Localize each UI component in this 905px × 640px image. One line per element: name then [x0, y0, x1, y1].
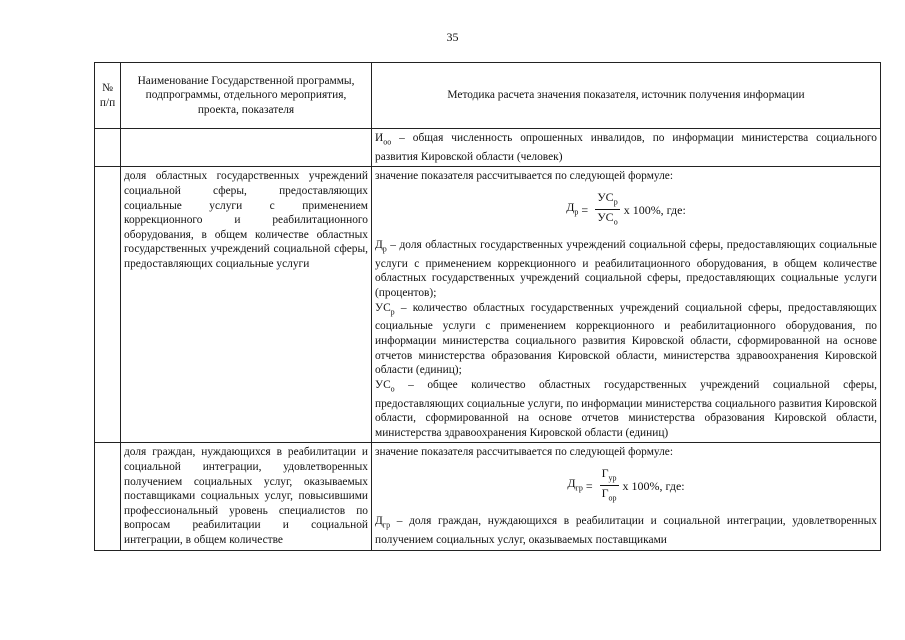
header-name: Наименование Государственной программы, подпрограммы, отдельного мероприятия, проекта, показателя	[121, 63, 372, 129]
table-row	[95, 167, 881, 443]
definition-text: – общая численность опрошенных инвалидов, по информации министерства социального развития Кировской области (человек)	[375, 132, 877, 163]
formula-tail: x 100%, где:	[623, 202, 686, 217]
table-row	[95, 443, 881, 550]
row3-method	[372, 443, 881, 550]
definition: $УС_о$ – общее количество областных государственных учреждений социальной сферы, предоставляющих социальные услуги, по информации министерства социального развития Кировской области, сформированной на основе отчетов министерства образования Кировской области, министерства здравоохранения Кировской области (единиц)	[375, 378, 877, 439]
row3-name: доля граждан, нуждающихся в реабилитации и социальной интеграции, удовлетворенных получением социальных услуг, оказываемых поставщиками социальных услуг, повысившими профессиональный уровень специалистов по вопросам реабилитации и социальной интеграции, в общем количестве	[121, 443, 372, 550]
row2-num	[95, 167, 121, 443]
header-method: Методика расчета значения показателя, источник получения информации	[372, 63, 881, 129]
symbol: И	[375, 132, 384, 144]
table-row	[95, 129, 881, 167]
formula-tail: x 100%, где:	[622, 478, 685, 493]
formula-fraction	[600, 466, 619, 506]
formula	[375, 190, 877, 230]
fraction-numerator: $Г_{ур}$	[600, 466, 619, 486]
equals-sign: =	[578, 202, 592, 217]
formula	[375, 466, 877, 506]
page-number: 35	[446, 30, 459, 44]
row2-method	[372, 167, 881, 443]
row3-num	[95, 443, 121, 550]
definition: $УС_р$ – количество областных государственных учреждений социальной сферы, предоставляющих социальные услуги с применением коррекционного и реабилитационного оборудования, по информации министерства социального развития Кировской области, сформированной на основе отчетов министерства образования Кировской области, министерства здравоохранения Кировской области (единиц);	[375, 301, 877, 377]
formula-intro: значение показателя рассчитывается по следующей формуле:	[375, 446, 673, 459]
row1-num	[95, 129, 121, 167]
formula-lhs: $Д_{гр}$	[567, 475, 583, 493]
definition: $Д_{гр}$ – доля граждан, нуждающихся в реабилитации и социальной интеграции, удовлетворенных получением социальных услуг, оказываемых поставщиками	[375, 514, 877, 546]
fraction-denominator: $УС_о$	[597, 210, 618, 227]
fraction-denominator: $Г_{ор}$	[601, 486, 617, 503]
formula-intro: значение показателя рассчитывается по следующей формуле:	[375, 170, 673, 183]
formula-fraction	[595, 190, 620, 230]
fraction-numerator: $УС_р$	[595, 190, 620, 210]
row1-name	[121, 129, 372, 167]
equals-sign: =	[582, 478, 596, 493]
row2-name: доля областных государственных учреждений социальной сферы, предоставляющих социальные услуги с применением коррекционного и реабилитационного оборудования, в общем количестве областных государственных учреждений социальной сферы, предоставляющих социальные услуги	[121, 167, 372, 443]
row1-method	[372, 129, 881, 167]
symbol-sub: оо	[383, 137, 392, 147]
table-header-row	[95, 63, 881, 129]
definition: $Д_р$ – доля областных государственных учреждений социальной сферы, предоставляющих социальные услуги с применением коррекционного и реабилитационного оборудования, в общем количестве областных государственных учреждений социальной сферы, предоставляющих социальные услуги (процентов);	[375, 238, 877, 299]
indicator-table	[94, 62, 881, 551]
formula-lhs: $Д_р$	[566, 199, 579, 217]
header-num: № п/п	[95, 63, 121, 129]
